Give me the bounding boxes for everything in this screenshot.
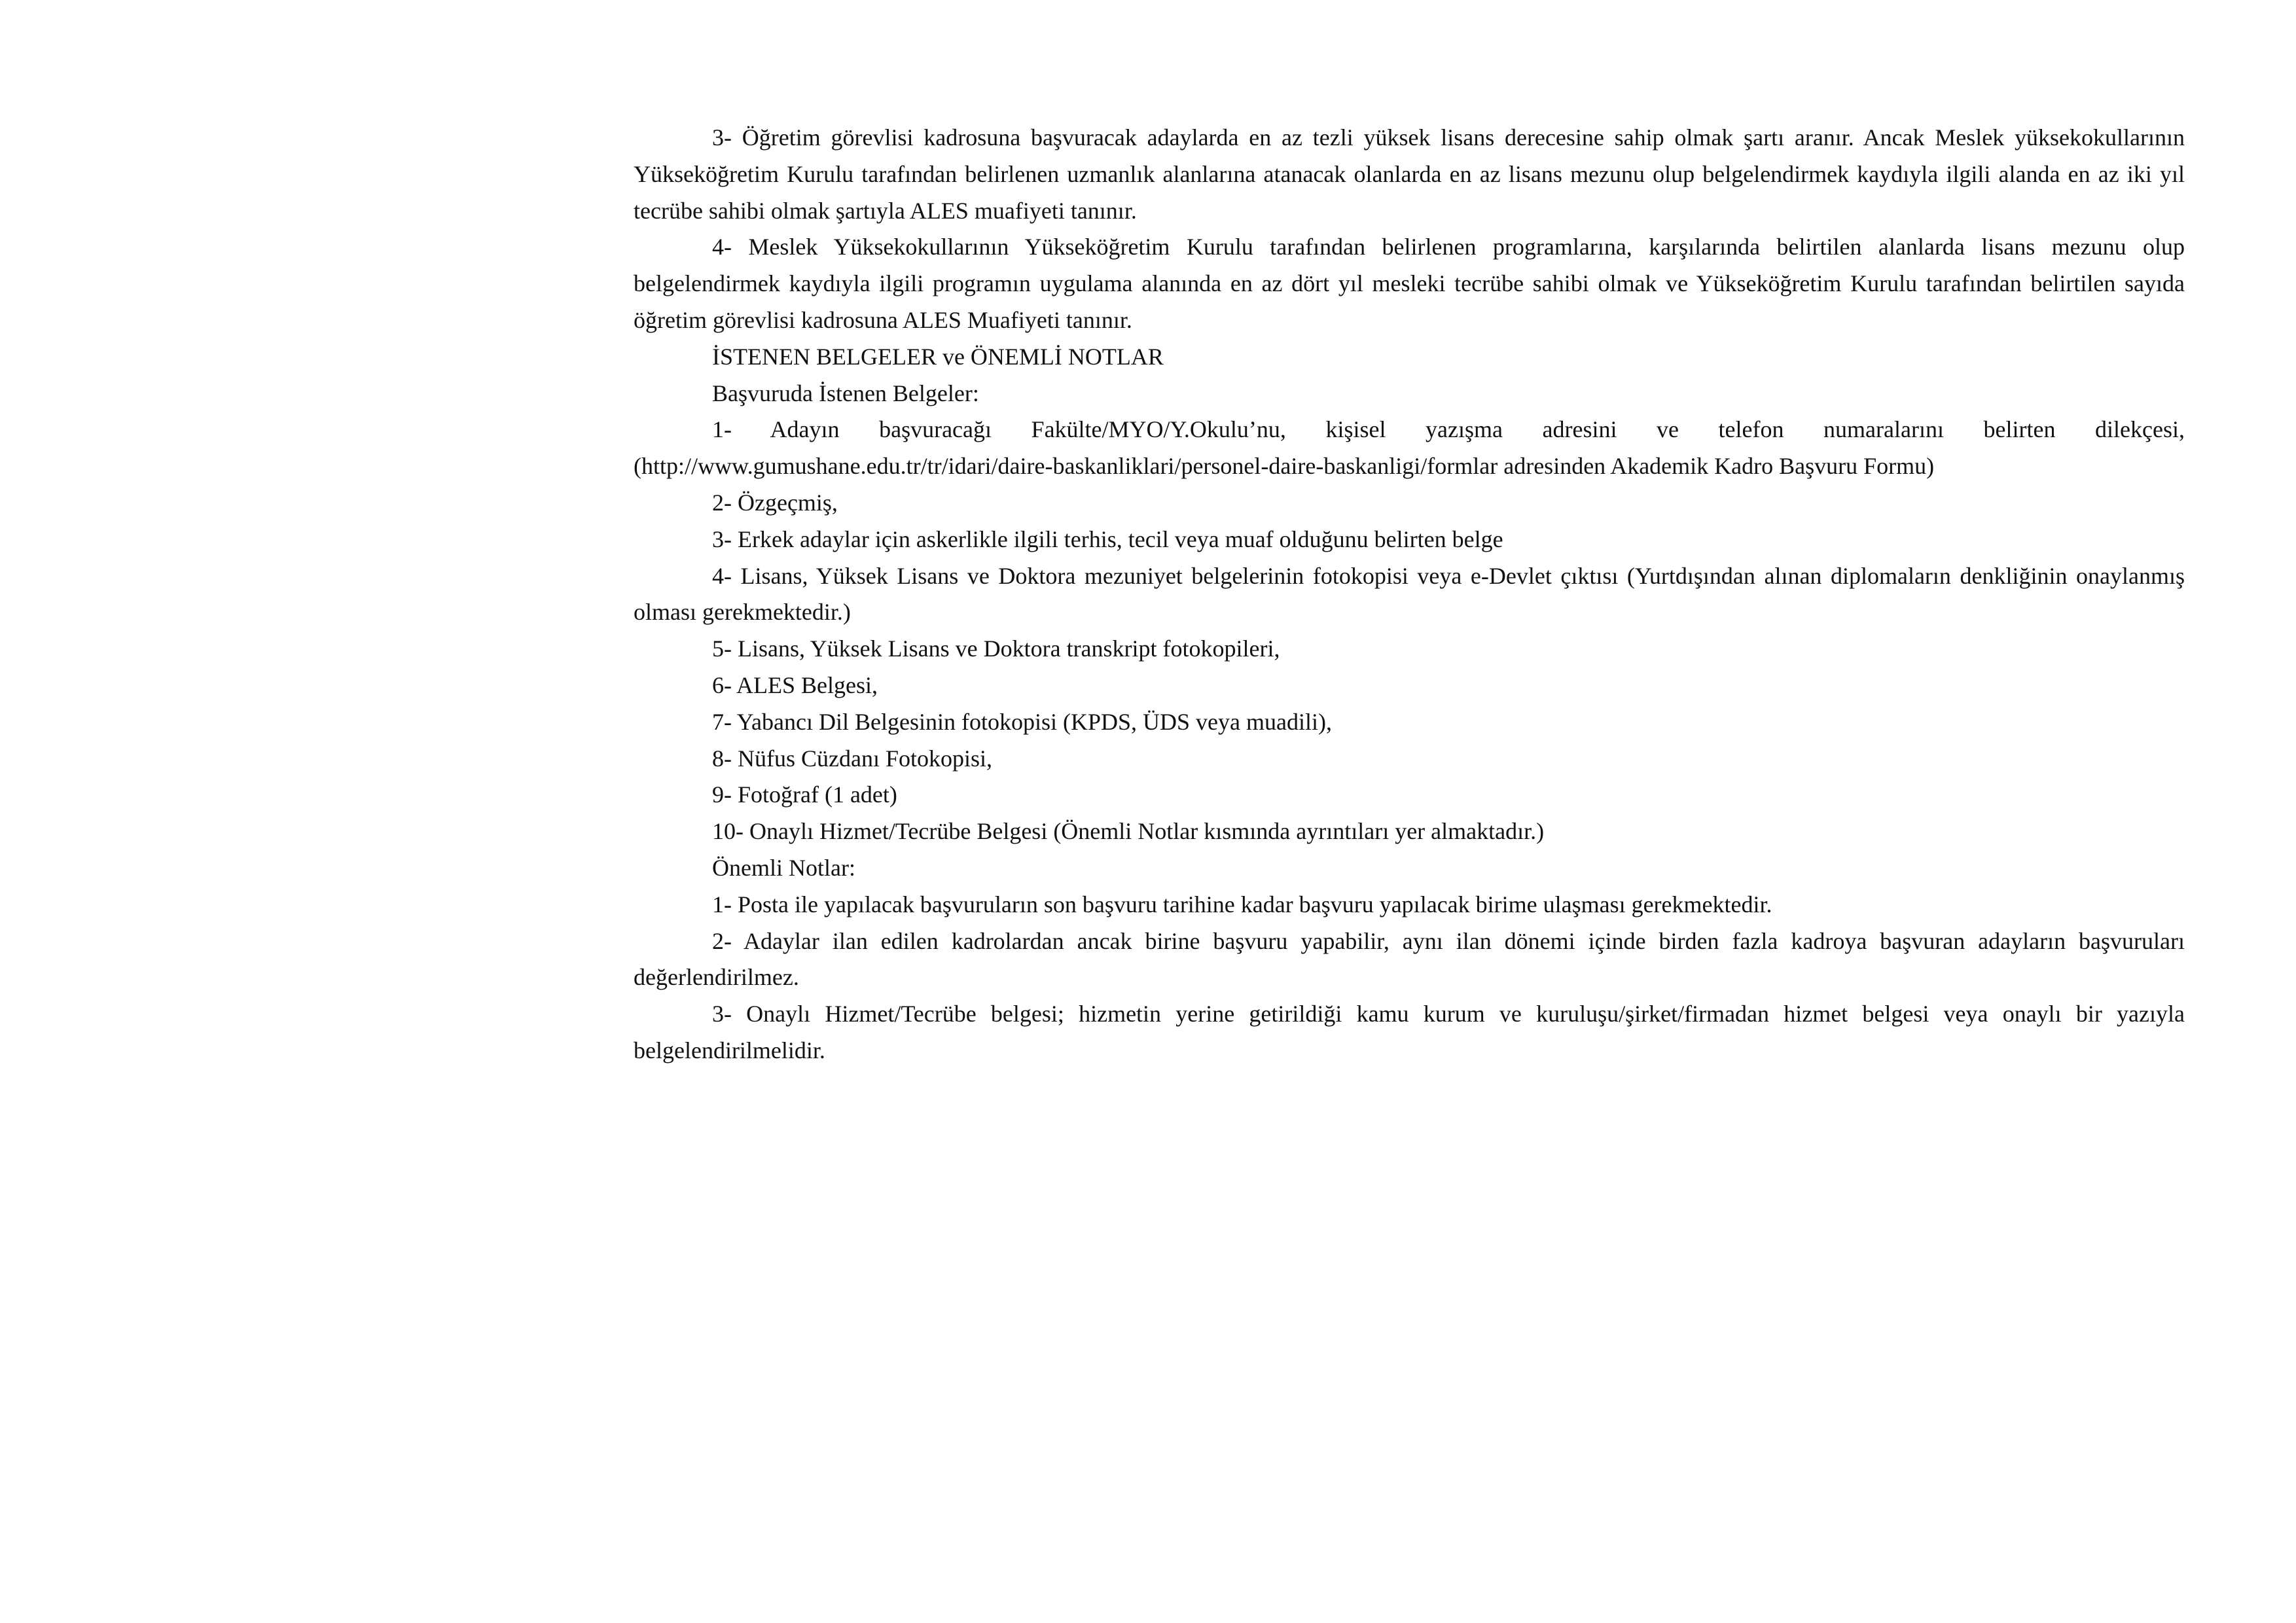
list-item-language-certificate: 7- Yabancı Dil Belgesinin fotokopisi (KPDS, ÜDS veya muadili), <box>712 708 1332 735</box>
subheading-required-documents: Başvuruda İstenen Belgeler: <box>712 380 979 406</box>
list-item-diplomas: 4- Lisans, Yüksek Lisans ve Doktora mezuniyet belgelerinin fotokopisi veya e-Devlet çıktısı (Yurtdışından alınan diplomaların denkliğinin onaylanmış olması gerekmektedir.) <box>634 562 2185 626</box>
subheading-important-notes: Önemli Notlar: <box>712 854 855 881</box>
note-postal-applications: 1- Posta ile yapılacak başvuruların son başvuru tarihine kadar başvuru yapılacak birime ulaşması gerekmektedir. <box>712 891 1772 918</box>
paragraph-teaching-staff-requirement: 3- Öğretim görevlisi kadrosuna başvuracak adaylarda en az tezli yüksek lisans derecesine sahip olmak şartı aranır. Ancak Meslek yüksekokullarının Yükseköğretim Kurulu tarafından belirlenen uzmanlık alanlarına atanacak olanlarda en az lisans mezunu olup belgelendirmek kaydıyla ilgili alanda en az iki yıl tecrübe sahibi olmak şartıyla ALES muafiyeti tanınır. <box>634 124 2185 224</box>
list-item-id-card: 8- Nüfus Cüzdanı Fotokopisi, <box>712 745 992 772</box>
paragraph-vocational-school-ales-exemption: 4- Meslek Yüksekokullarının Yükseköğretim Kurulu tarafından belirlenen programlarına, karşılarında belirtilen alanlarda lisans mezunu olup belgelendirmek kaydıyla ilgili programın uygulama alanında en az dört yıl mesleki tecrübe sahibi olmak ve Yükseköğretim Kurulu tarafından belirtilen sayıda öğretim görevlisi kadrosuna ALES Muafiyeti tanınır. <box>634 234 2185 333</box>
note-service-certificate: 3- Onaylı Hizmet/Tecrübe belgesi; hizmetin yerine getirildiği kamu kurum ve kuruluşu/şirket/firmadan hizmet belgesi veya onaylı bir yazıyla belgelendirilmelidir. <box>634 1001 2185 1063</box>
list-item-military-status: 3- Erkek adaylar için askerlikle ilgili terhis, tecil veya muaf olduğunu belirten belge <box>712 526 1503 552</box>
list-item-service-certificate: 10- Onaylı Hizmet/Tecrübe Belgesi (Önemli Notlar kısmında ayrıntıları yer almaktadır.) <box>712 818 1545 845</box>
list-item-transcripts: 5- Lisans, Yüksek Lisans ve Doktora transkript fotokopileri, <box>712 635 1280 662</box>
document-body <box>634 120 2185 1069</box>
list-item-ales: 6- ALES Belgesi, <box>712 671 878 698</box>
list-item-photo: 9- Fotoğraf (1 adet) <box>712 781 897 808</box>
section-heading-required-documents-notes: İSTENEN BELGELER ve ÖNEMLİ NOTLAR <box>712 343 1164 370</box>
list-item-cv: 2- Özgeçmiş, <box>712 489 838 516</box>
list-item-petition: 1- Adayın başvuracağı Fakülte/MYO/Y.Okulu’nu, kişisel yazışma adresini ve telefon numaralarını belirten dilekçesi, (http://www.gumushane.edu.tr/tr/idari/daire-baskanliklari/personel-daire-baskanligi/formlar adresinden Akademik Kadro Başvuru Formu) <box>634 416 2185 480</box>
note-single-application: 2- Adaylar ilan edilen kadrolardan ancak birine başvuru yapabilir, aynı ilan dönemi içinde birden fazla kadroya başvuran adayların başvuruları değerlendirilmez. <box>634 927 2185 991</box>
